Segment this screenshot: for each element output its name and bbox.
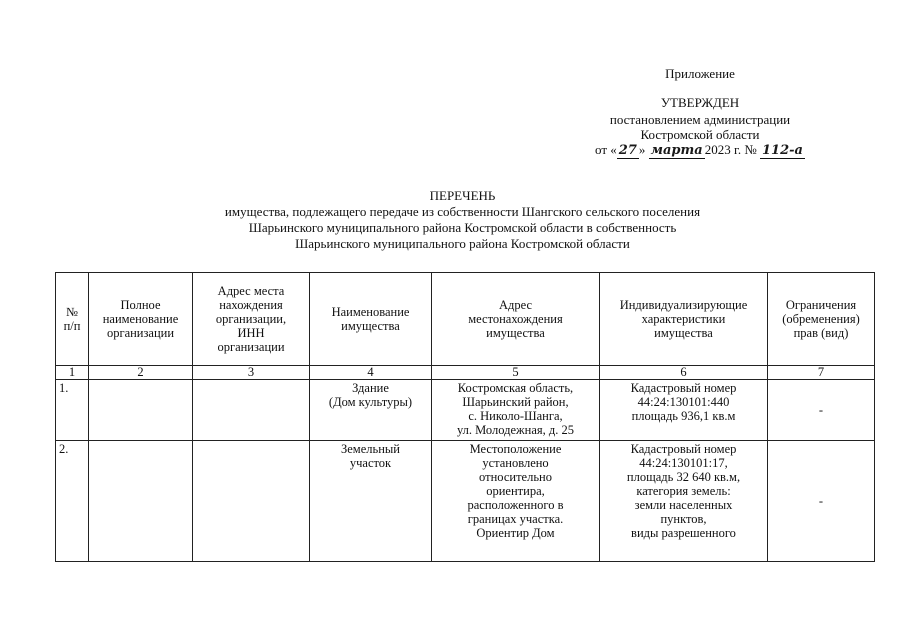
cell-text-line: прав (вид) <box>793 326 849 340</box>
appendix-label-text: Приложение <box>665 66 735 81</box>
row-number: 1. <box>56 380 89 441</box>
cell-text-line: Кадастровый номер <box>630 381 737 395</box>
column-number: 3 <box>193 366 310 380</box>
cell-text-line: Ориентир Дом <box>476 526 555 540</box>
cell-text-line: № <box>66 305 78 319</box>
cell-text-line: установлено <box>482 456 549 470</box>
header-restrictions <box>768 273 875 366</box>
cell-text-line: характеристики <box>641 312 726 326</box>
cell-text-line: имущества <box>486 326 545 340</box>
date-prefix: от « <box>595 142 617 157</box>
column-number-row <box>56 366 875 380</box>
row-restrictions: - <box>768 380 875 441</box>
table-row <box>56 441 875 562</box>
cell-text-line: площадь 936,1 кв.м <box>631 409 736 423</box>
document-subtitle-line-3: Шарьинского муниципального района Костромской области <box>295 236 630 251</box>
approval-block <box>560 95 840 158</box>
row-property-name <box>310 441 432 562</box>
cell-text-line: площадь 32 640 кв.м, <box>626 470 741 484</box>
document-subtitle-line-1: имущества, подлежащего передаче из собственности Шангского сельского поселения <box>224 204 701 219</box>
row-restrictions: - <box>768 441 875 562</box>
document-title-block <box>140 188 785 252</box>
column-number: 6 <box>600 366 768 380</box>
header-property-name <box>310 273 432 366</box>
column-number: 7 <box>768 366 875 380</box>
row-property-address <box>432 441 600 562</box>
document-title: ПЕРЕЧЕНЬ <box>429 188 496 203</box>
cell-text-line: участок <box>349 456 392 470</box>
date-day-handwritten: 27 <box>618 143 637 158</box>
cell-text-line: границах участка. <box>467 512 564 526</box>
column-number: 1 <box>56 366 89 380</box>
cell-text-line: организации, <box>215 312 287 326</box>
row-org-address <box>193 380 310 441</box>
row-org-name <box>89 380 193 441</box>
approval-line-1: постановлением администрации <box>609 112 791 127</box>
cell-text-line: виды разрешенного <box>631 526 736 540</box>
cell-text-line: Земельный <box>341 442 400 456</box>
cell-text-line: (обременения) <box>782 312 860 326</box>
date-year: 2023 г. № <box>704 142 757 157</box>
cell-text-line: Кадастровый номер <box>630 442 737 456</box>
cell-text-line: 44:24:130101:17, <box>639 456 728 470</box>
cell-text-line: организации <box>106 326 175 340</box>
row-org-name <box>89 441 193 562</box>
cell-text-line: с. Николо-Шанга, <box>468 409 563 423</box>
cell-text-line: ул. Молодежная, д. 25 <box>456 423 575 437</box>
date-sep: » <box>638 142 646 157</box>
header-property-address <box>432 273 600 366</box>
cell-text-line: ориентира, <box>486 484 545 498</box>
column-number: 4 <box>310 366 432 380</box>
table-row <box>56 380 875 441</box>
cell-text-line: (Дом культуры) <box>328 395 413 409</box>
header-org-address <box>193 273 310 366</box>
cell-text-line: Костромская область, <box>457 381 574 395</box>
document-number-handwritten: 112-а <box>761 143 803 158</box>
cell-text-line: пунктов, <box>660 512 707 526</box>
cell-text-line: Полное <box>120 298 161 312</box>
approval-date-line <box>560 142 840 158</box>
property-table <box>55 272 875 562</box>
approval-title: УТВЕРЖДЕН <box>660 95 740 110</box>
cell-text-line: Адрес <box>498 298 533 312</box>
document-subtitle-line-2: Шарьинского муниципального района Костромской области в собственность <box>248 220 677 235</box>
cell-text-line: имущества <box>341 319 400 333</box>
cell-text-line: расположенного в <box>467 498 564 512</box>
cell-text-line: наименование <box>102 312 179 326</box>
cell-text-line: нахождения <box>219 298 283 312</box>
cell-text-line: Здание <box>352 381 389 395</box>
row-characteristics <box>600 441 768 562</box>
cell-text-line: имущества <box>654 326 713 340</box>
cell-text-line: Адрес места <box>217 284 285 298</box>
cell-text-line: организации <box>217 340 285 354</box>
header-org-name <box>89 273 193 366</box>
date-month-handwritten: марта <box>650 143 703 158</box>
cell-text-line: Местоположение <box>469 442 562 456</box>
cell-text-line: Шарьинский район, <box>462 395 569 409</box>
cell-text-line: Индивидуализирующие <box>619 298 748 312</box>
cell-text-line: Наименование <box>331 305 410 319</box>
header-number <box>56 273 89 366</box>
column-number: 2 <box>89 366 193 380</box>
cell-text-line: категория земель: <box>636 484 731 498</box>
cell-text-line: относительно <box>479 470 552 484</box>
header-characteristics <box>600 273 768 366</box>
cell-text-line: Ограничения <box>785 298 857 312</box>
approval-line-2: Костромской области <box>640 127 760 142</box>
appendix-label <box>560 66 840 81</box>
cell-text-line: ИНН <box>237 326 265 340</box>
row-org-address <box>193 441 310 562</box>
cell-text-line: п/п <box>63 319 81 333</box>
table-header-row <box>56 273 875 366</box>
cell-text-line: местонахождения <box>468 312 563 326</box>
row-property-address <box>432 380 600 441</box>
row-number: 2. <box>56 441 89 562</box>
cell-text-line: земли населенных <box>634 498 733 512</box>
cell-text-line: 44:24:130101:440 <box>637 395 730 409</box>
row-property-name <box>310 380 432 441</box>
row-characteristics <box>600 380 768 441</box>
column-number: 5 <box>432 366 600 380</box>
